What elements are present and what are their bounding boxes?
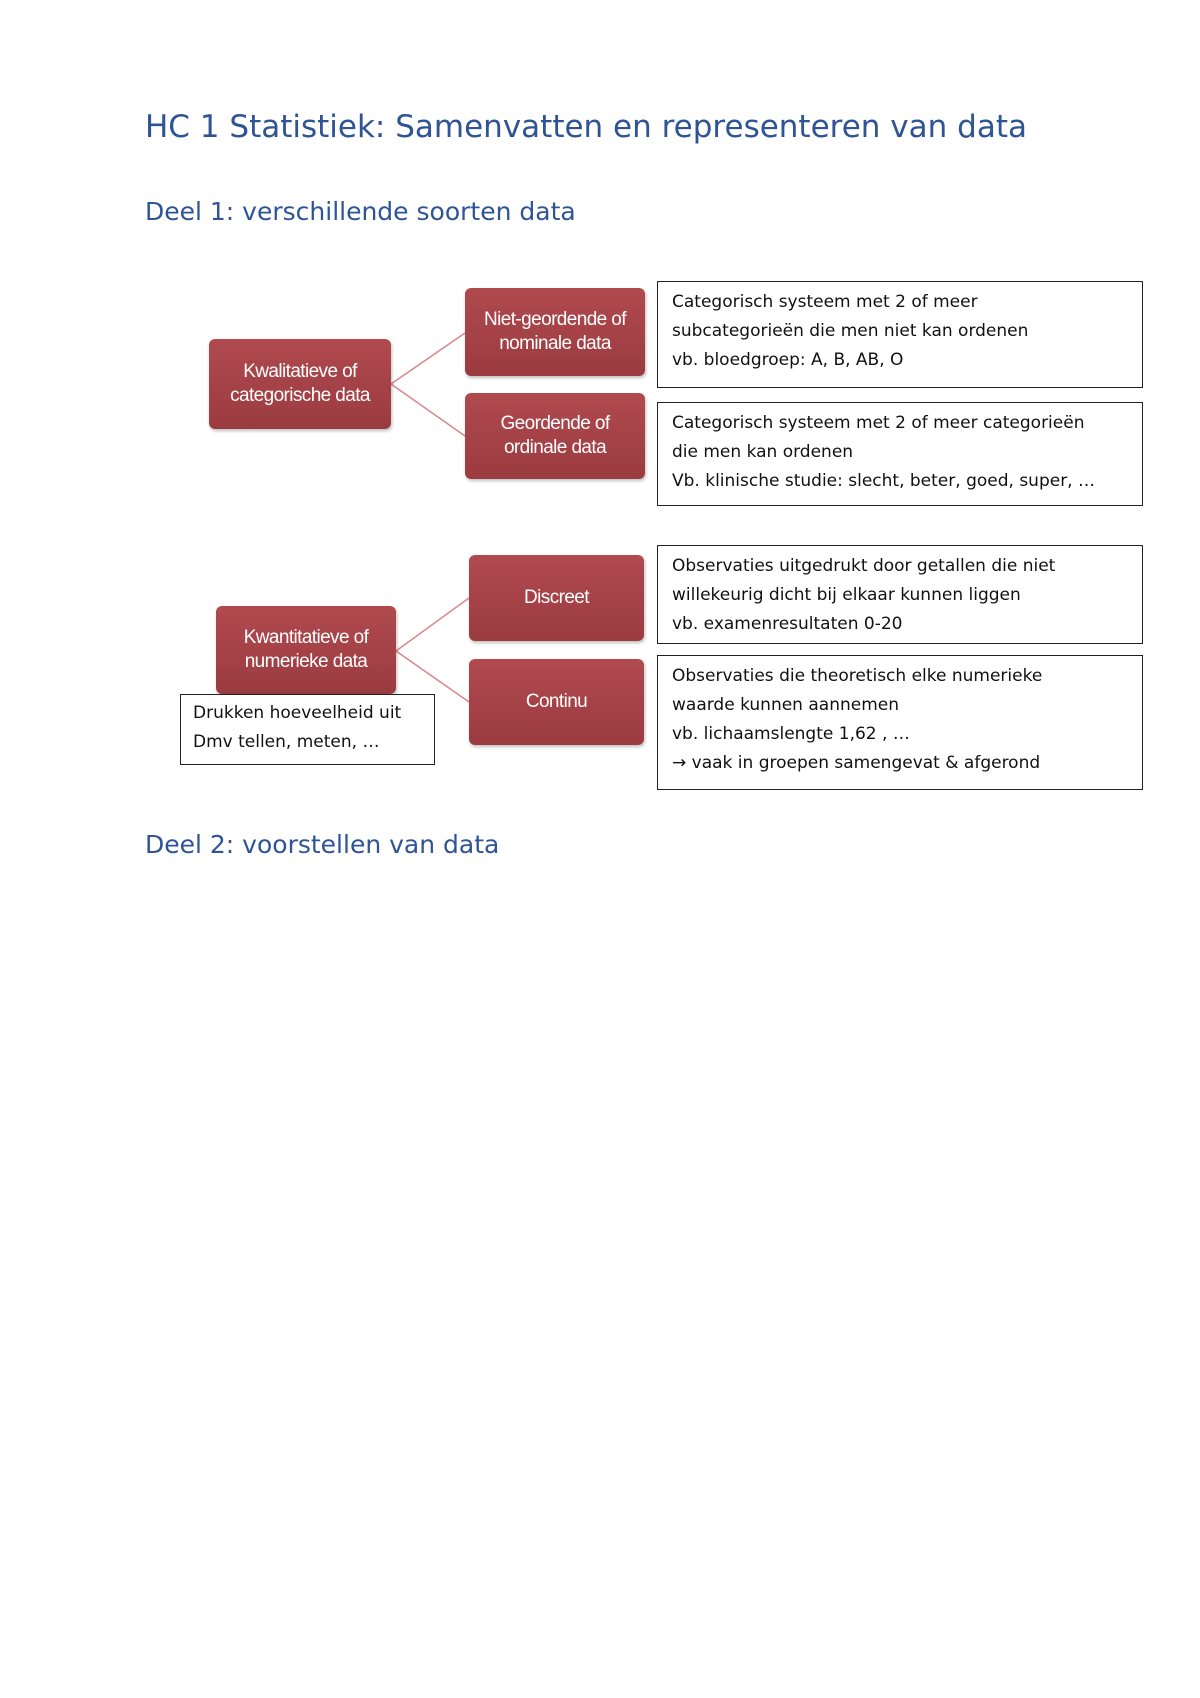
note-line: willekeurig dicht bij elkaar kunnen liggen <box>672 585 1021 605</box>
note-line: Dmv tellen, meten, … <box>193 732 380 752</box>
note-line: vb. bloedgroep: A, B, AB, O <box>672 350 904 370</box>
note-line: vb. examenresultaten 0-20 <box>672 614 903 634</box>
note-line: subcategorieën die men niet kan ordenen <box>672 321 1029 341</box>
note-line: Vb. klinische studie: slecht, beter, goed, super, … <box>672 471 1095 491</box>
node-quantitative-label: Kwantitatieve of numerieke data <box>243 627 369 672</box>
node-qualitative-label: Kwalitatieve of categorische data <box>230 361 370 406</box>
node-continuous <box>469 659 644 745</box>
note-line: Observaties uitgedrukt door getallen die niet <box>672 556 1056 576</box>
page-title: HC 1 Statistiek: Samenvatten en representeren van data <box>145 109 1027 145</box>
node-discrete <box>469 555 644 641</box>
node-qualitative-data <box>209 339 391 429</box>
note-line: Categorisch systeem met 2 of meer <box>672 292 978 312</box>
section-heading-deel-1: Deel 1: verschillende soorten data <box>145 197 576 226</box>
node-ordinal-label: Geordende of ordinale data <box>500 413 610 458</box>
node-discrete-label: Discreet <box>524 587 589 608</box>
note-quantitative <box>180 694 435 765</box>
note-line: → vaak in groepen samengevat & afgerond <box>672 753 1041 773</box>
note-discrete <box>657 545 1143 644</box>
note-line: vb. lichaamslengte 1,62 , … <box>672 724 910 744</box>
connector-qual-ordinal <box>391 384 465 436</box>
note-line: waarde kunnen aannemen <box>672 695 900 715</box>
note-line: die men kan ordenen <box>672 442 854 462</box>
note-ordinal <box>657 402 1143 506</box>
node-nominal-label: Niet-geordende of nominale data <box>484 309 626 354</box>
connector-quant-discrete <box>396 598 469 651</box>
node-quantitative-data <box>216 606 396 694</box>
note-continuous <box>657 655 1143 790</box>
note-line: Drukken hoeveelheid uit <box>193 703 402 723</box>
node-nominal-data <box>465 288 645 376</box>
node-continuous-label: Continu <box>525 691 588 712</box>
note-line: Observaties die theoretisch elke numerieke <box>672 666 1043 686</box>
note-line: Categorisch systeem met 2 of meer categorieën <box>672 413 1085 433</box>
note-nominal <box>657 281 1143 388</box>
section-heading-deel-2: Deel 2: voorstellen van data <box>145 830 500 859</box>
node-ordinal-data <box>465 393 645 479</box>
connector-qual-nominal <box>391 333 465 384</box>
